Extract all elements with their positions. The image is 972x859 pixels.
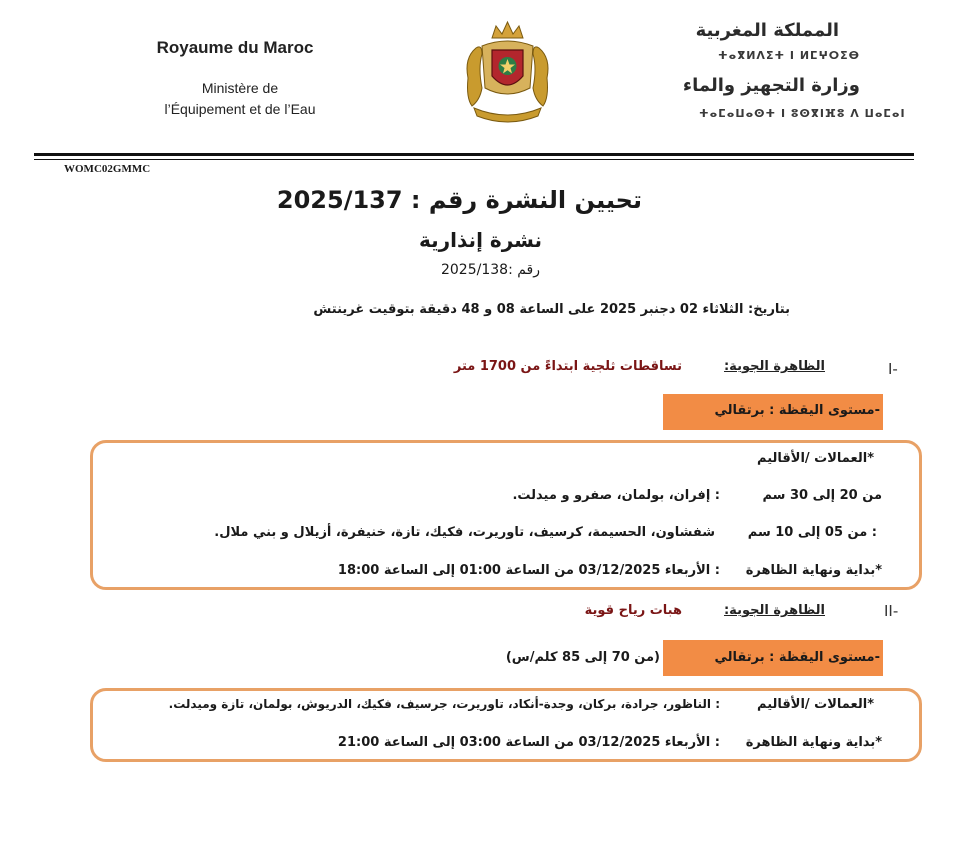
section2-provinces-label: *العمالات /الأقاليم (757, 697, 874, 712)
section2-label: الظاهرة الجوية: (723, 603, 825, 618)
section1-label: الظاهرة الجوية: (723, 359, 825, 374)
section1-numeral: I- (888, 360, 898, 378)
section1-alert-label: -مستوى اليقظة : برتقالي (714, 403, 880, 418)
fr-ministry-line1: Ministère de (201, 80, 279, 96)
section1-provinces-label: *العمالات /الأقاليم (757, 451, 874, 466)
section1-time-label: *بداية ونهاية الظاهرة (745, 563, 882, 578)
ar-kingdom: المملكة المغربية (695, 20, 839, 41)
section2-time-label: *بداية ونهاية الظاهرة (745, 735, 882, 750)
fr-kingdom: Royaume du Maroc (156, 38, 314, 57)
section2-numeral: II- (884, 602, 899, 620)
header-rule-thick (34, 153, 914, 156)
section1-time-value: : الأربعاء 03/12/2025 من الساعة 01:00 إلى الساعة 18:00 (337, 563, 720, 578)
fr-ministry-line2: l’Équipement et de l’Eau (164, 101, 316, 117)
section1-range1-label: من 20 إلى 30 سم (762, 488, 882, 503)
section1-range1-value: : إفران، بولمان، صفرو و ميدلت. (512, 488, 720, 503)
section1-range2-label: : من 05 إلى 10 سم (747, 525, 877, 540)
section1-range2-value: شفشاون، الحسيمة، كرسيف، تاوريرت، فكيك، تازة، خنيفرة، أزيلال و بني ملال. (214, 525, 715, 540)
update-title: تحيين النشرة رقم : 2025/137 (276, 186, 642, 214)
tif-kingdom: ⵜⴰⴳⵍⴷⵉⵜ ⵏ ⵍⵎⵖⵔⵉⴱ (718, 49, 861, 62)
section2-time-value: : الأربعاء 03/12/2025 من الساعة 03:00 إلى الساعة 21:00 (337, 735, 720, 750)
section1-value: تساقطات ثلجية ابتداءً من 1700 متر (453, 359, 682, 374)
section2-provinces-value: : الناظور، جرادة، بركان، وجدة-أنكاد، تاوريرت، جرسيف، فكيك، الدريوش، بولمان، تازة وميدلت. (168, 697, 720, 711)
coat-of-arms-emblem (460, 18, 555, 128)
ar-ministry: وزارة التجهيز والماء (682, 75, 860, 96)
bulletin-type: نشرة إنذارية (419, 228, 542, 252)
section2-alert-extra: (من 70 إلى 85 كلم/س) (505, 650, 660, 665)
tif-ministry: ⵜⴰⵎⴰⵡⴰⵙⵜ ⵏ ⵓⵙⴳⵏⴼⵓ ⴷ ⵡⴰⵎⴰⵏ (699, 107, 906, 120)
section2-value: هبات رياح قوية (584, 603, 682, 618)
date-line: بتاريخ: الثلاثاء 02 دجنبر 2025 على الساعة 08 و 48 دقيقة بتوقيت غرينتش (313, 302, 790, 317)
bulletin-number: رقم :2025/138 (440, 262, 540, 278)
section2-alert-label: -مستوى اليقظة : برتقالي (714, 650, 880, 665)
header-rule-thin (34, 159, 914, 160)
bulletin-code: WOMC02GMMC (64, 163, 151, 175)
